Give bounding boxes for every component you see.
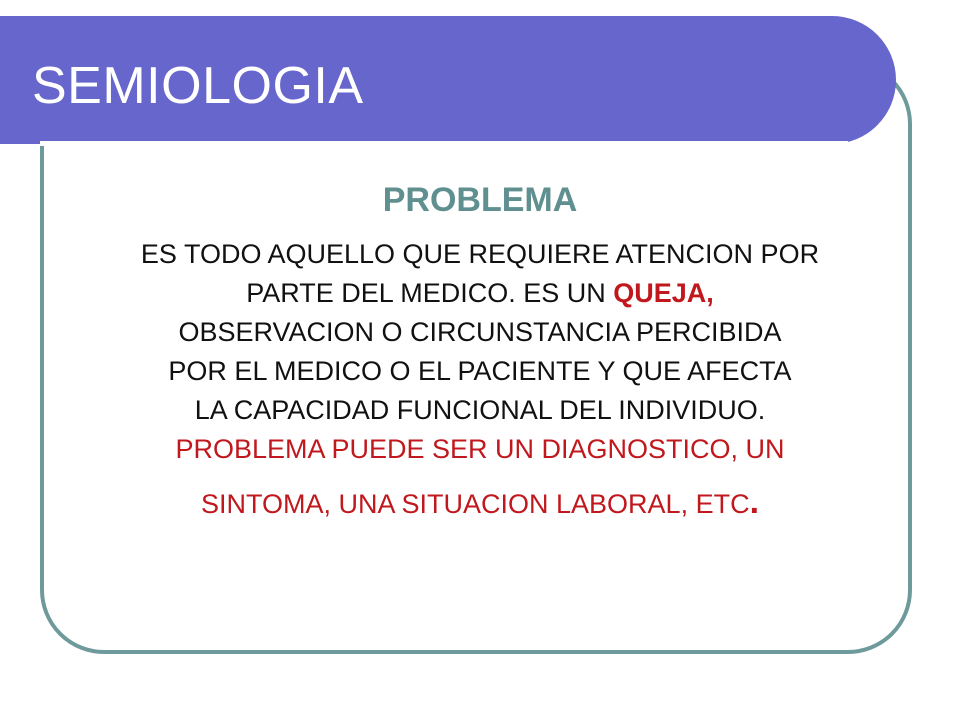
slide-title: SEMIOLOGIA: [32, 57, 364, 115]
definition-paragraph: [80, 235, 880, 524]
body-line-6: PROBLEMA PUEDE SER UN DIAGNOSTICO, UN: [175, 434, 785, 464]
title-underline: [40, 141, 848, 146]
section-heading: PROBLEMA: [382, 181, 578, 219]
body-line-2-text: PARTE DEL MEDICO. ES UN: [246, 278, 614, 308]
body-line-1: ES TODO AQUELLO QUE REQUIERE ATENCION POR: [140, 239, 820, 269]
body-line-7-text: SINTOMA, UNA SITUACION LABORAL, ETC: [200, 489, 750, 519]
body-line-4: POR EL MEDICO O EL PACIENTE Y QUE AFECTA: [168, 356, 792, 386]
body-line-3: OBSERVACION O CIRCUNSTANCIA PERCIBIDA: [178, 317, 782, 347]
body-line-7: [80, 483, 880, 524]
body-line-7-period: .: [749, 483, 760, 521]
body-line-5: LA CAPACIDAD FUNCIONAL DEL INDIVIDUO.: [194, 395, 766, 425]
title-band: [0, 16, 896, 144]
emphasis-queja: QUEJA,: [613, 278, 714, 308]
body-line-2: [80, 274, 880, 313]
